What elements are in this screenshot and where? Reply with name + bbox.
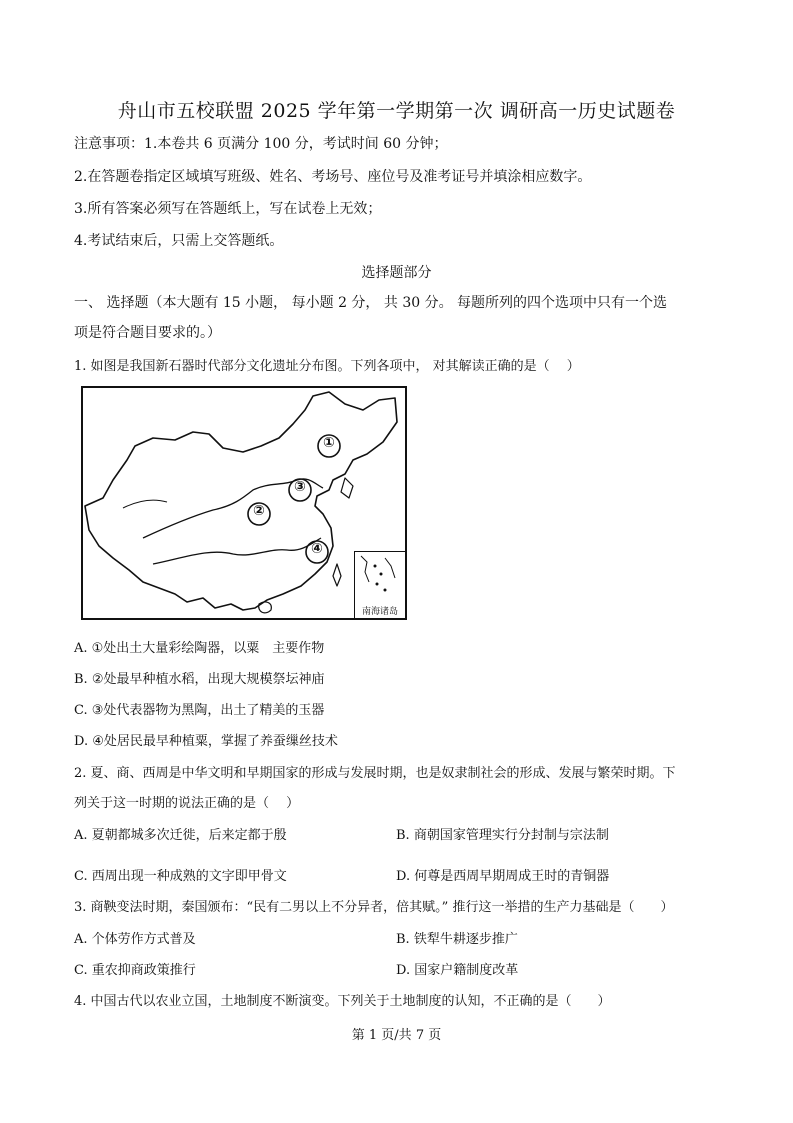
note-line-1: 注意事项：1.本卷共 6 页满分 100 分，考试时间 60 分钟； xyxy=(74,136,448,152)
note-line-2: 2.在答题卷指定区域填写班级、姓名、考场号、座位号及准考证号并填涂相应数字。 xyxy=(74,169,592,185)
q2-option-a[interactable]: A. 夏朝都城多次迁徙，后来定都于殷 xyxy=(74,828,287,843)
question-4-stem: 4. 中国古代以农业立国，土地制度不断演变。下列关于土地制度的认知，不正确的是（ ） xyxy=(74,994,611,1009)
section-instruction-line-2: 项是符合题目要求的。） xyxy=(74,325,221,341)
note-line-4: 4.考试结束后，只需上交答题纸。 xyxy=(74,233,284,249)
q1-option-d[interactable]: D. ④处居民最早种植粟，掌握了养蚕缫丝技术 xyxy=(74,734,338,749)
section-instruction-line-1: 一、 选择题（本大题有 15 小题， 每小题 2 分， 共 30 分。 每题所列的四个选项中只有一个选 xyxy=(74,295,668,311)
site-marker-2: ② xyxy=(253,503,265,519)
question-3-stem: 3. 商鞅变法时期，秦国颁布：“民有二男以上不分异者，倍其赋。” 推行这一举措的生产力基础是（ ） xyxy=(74,900,674,915)
site-marker-4: ④ xyxy=(311,541,323,557)
q3-option-c[interactable]: C. 重农抑商政策推行 xyxy=(74,963,196,978)
q1-option-a[interactable]: A. ①处出土大量彩绘陶器，以粟 主要作物 xyxy=(74,641,325,656)
note-line-3: 3.所有答案必须写在答题纸上，写在试卷上无效； xyxy=(74,201,382,217)
q2-option-c[interactable]: C. 西周出现一种成熟的文字即甲骨文 xyxy=(74,869,287,884)
site-marker-3: ③ xyxy=(294,479,306,495)
section-title: 选择题部分 xyxy=(361,265,432,281)
inset-label: 南海诸岛 xyxy=(361,607,398,617)
south-china-sea-inset xyxy=(354,551,405,618)
q2-option-b[interactable]: B. 商朝国家管理实行分封制与宗法制 xyxy=(396,828,609,843)
question-1-stem: 1. 如图是我国新石器时代部分文化遗址分布图。下列各项中， 对其解读正确的是（ ） xyxy=(74,359,580,374)
q2-option-d[interactable]: D. 何尊是西周早期周成王时的青铜器 xyxy=(396,869,610,884)
site-marker-1: ① xyxy=(323,435,335,451)
islands-outline xyxy=(355,552,403,602)
neolithic-site-map xyxy=(81,386,407,620)
q3-option-d[interactable]: D. 国家户籍制度改革 xyxy=(396,963,519,978)
question-2-stem-line-2: 列关于这一时期的说法正确的是（ ） xyxy=(74,796,300,811)
q3-option-a[interactable]: A. 个体劳作方式普及 xyxy=(74,932,196,947)
q3-option-b[interactable]: B. 铁犁牛耕逐步推广 xyxy=(396,932,518,947)
question-2-stem-line-1: 2. 夏、商、西周是中华文明和早期国家的形成与发展时期，也是奴隶制社会的形成、发展与繁荣时期。下 xyxy=(74,766,676,781)
exam-title: 舟山市五校联盟 2025 学年第一学期第一次 调研高一历史试题卷 xyxy=(117,100,676,122)
q1-option-c[interactable]: C. ③处代表器物为黑陶，出土了精美的玉器 xyxy=(74,703,325,718)
page-footer: 第 1 页/共 7 页 xyxy=(351,1028,442,1043)
q1-option-b[interactable]: B. ②处最早种植水稻，出现大规模祭坛神庙 xyxy=(74,672,325,687)
